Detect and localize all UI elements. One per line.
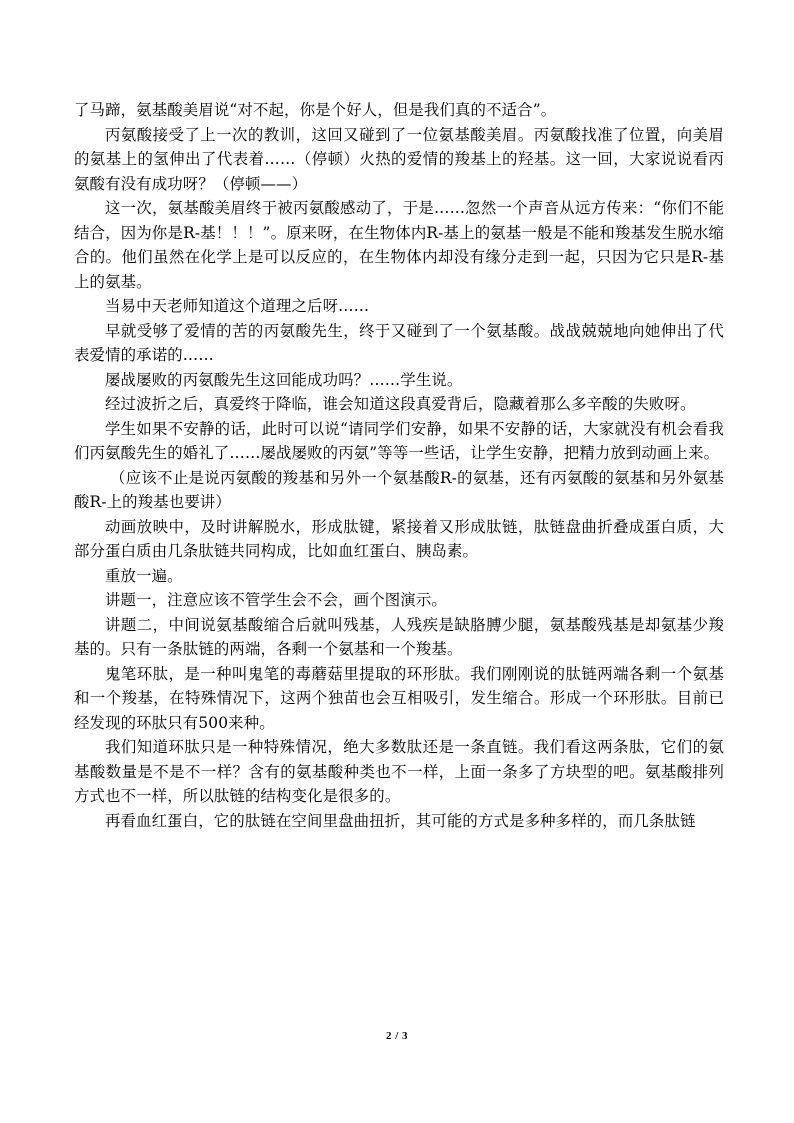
paragraph-note: （应该不止是说丙氨酸的羧基和另外一个氨基酸R-的氨基，还有丙氨酸的氨基和另外氨基酸R-上的羧基也要讲）	[74, 468, 724, 511]
page-number: 2 / 3	[385, 1030, 409, 1042]
paragraph: 经过波折之后，真爱终于降临，谁会知道这段真爱背后，隐藏着那么多辛酸的失败呀。	[105, 395, 696, 413]
paragraph: 动画放映中，及时讲解脱水，形成肽键，紧接着又形成肽链，肽链盘曲折叠成蛋白质，大部分蛋白质由几条肽链共同构成，比如血红蛋白、胰岛素。	[74, 517, 724, 560]
paragraph-continuation: 了马蹄，氨基酸美眉说“对不起，你是个好人，但是我们真的不适合”。	[74, 101, 557, 119]
paragraph: 屡战屡败的丙氨酸先生这回能成功吗？……学生说。	[105, 370, 463, 389]
paragraph: 当易中天老师知道这个道理之后呀……	[105, 297, 370, 315]
paragraph: 这一次，氨基酸美眉终于被丙氨酸感动了，于是……忽然一个声音从远方传来：“你们不能结合，因为你是R-基！！！”。原来呀，在生物体内R-基上的氨基一般是不能和羧基发生脱水缩合的。他们虽然在化学上是可以反应的，在生物体内却没有缘分走到一起，只因为它只是R-基上的氨基。	[74, 199, 724, 291]
paragraph: 学生如果不安静的话，此时可以说“请同学们安静，如果不安静的话，大家就没有机会看我们丙氨酸先生的婚礼了……屡战屡败的丙氨”等等一些话，让学生安静，把精力放到动画上来。	[74, 419, 724, 462]
paragraph: 我们知道环肽只是一种特殊情况，绝大多数肽还是一条直链。我们看这两条肽，它们的氨基酸数量是不是不一样？含有的氨基酸种类也不一样，上面一条多了方块型的吧。氨基酸排列方式也不一样，所以肽链的结构变化是很多的。	[74, 738, 724, 805]
paragraph: 重放一遍。	[105, 566, 183, 585]
paragraph: 讲题二，中间说氨基酸缩合后就叫残基，人残疾是缺胳膊少腿，氨基酸残基是却氨基少羧基的。只有一条肽链的两端，各剩一个氨基和一个羧基。	[74, 615, 724, 658]
paragraph: 丙氨酸接受了上一次的教训，这回又碰到了一位氨基酸美眉。丙氨酸找准了位置，向美眉的氨基上的氢伸出了代表着……（停顿）火热的爱情的羧基上的羟基。这一回，大家说说看丙氨酸有没有成功呀？（停顿——）	[74, 125, 724, 193]
body-text	[74, 98, 724, 833]
paragraph: 早就受够了爱情的苦的丙氨酸先生，终于又碰到了一个氨基酸。战战兢兢地向她伸出了代表爱情的承诺的……	[74, 321, 724, 364]
paragraph: 再看血红蛋白，它的肽链在空间里盘曲扭折，其可能的方式是多种多样的，而几条肽链	[105, 811, 696, 830]
paragraph: 讲题一，注意应该不管学生会不会，画个图演示。	[105, 591, 447, 609]
paragraph: 鬼笔环肽，是一种叫鬼笔的毒蘑菇里提取的环形肽。我们刚刚说的肽链两端各剩一个氨基和一个羧基，在特殊情况下，这两个独苗也会互相吸引，发生缩合。形成一个环形肽。目前已经发现的环肽只有500来种。	[74, 664, 724, 732]
